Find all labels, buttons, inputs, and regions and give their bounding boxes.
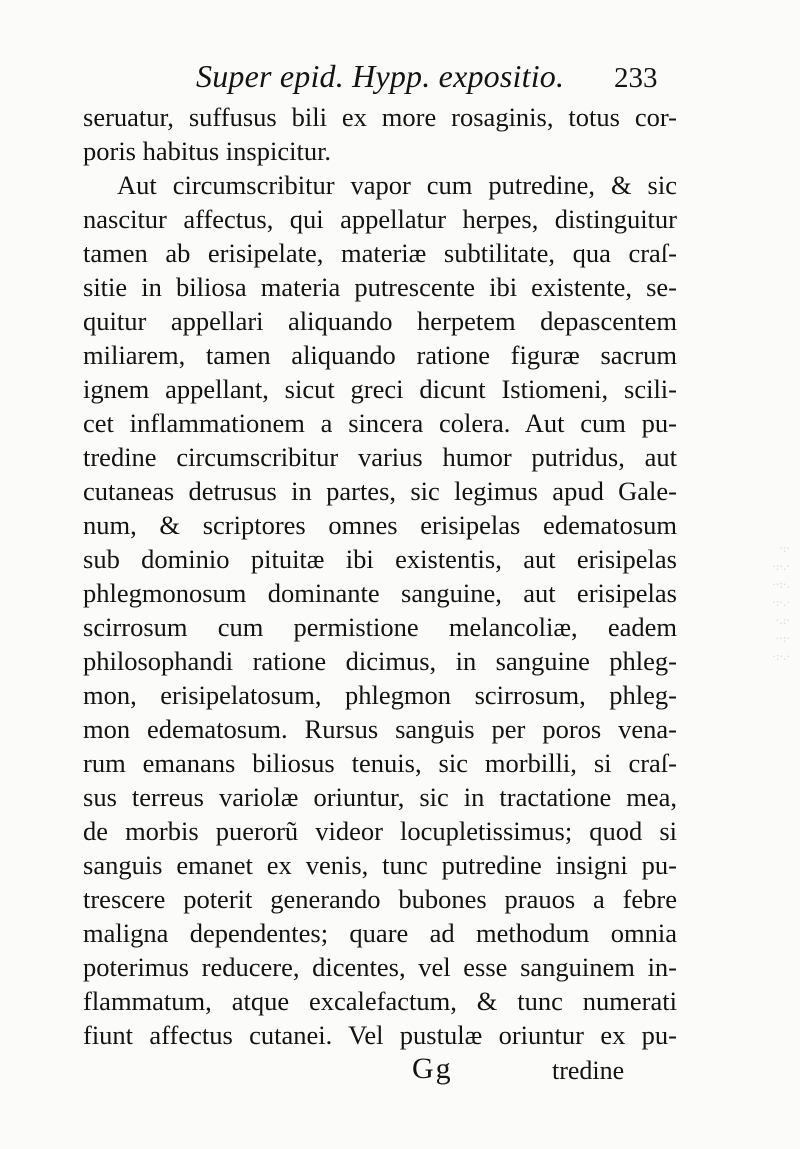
page-number: 233 — [614, 62, 658, 94]
text-line: scirrosum cum permistione melancoliæ, eadem — [83, 612, 677, 642]
text-line: Aut circumscribitur vapor cum putredine, & sic — [117, 170, 677, 200]
show-through-text: ·:· ·:·.· ··:·. ·:·.· ·.:· ··:· ·:·.· — [772, 542, 790, 663]
text-line: trescere poterit generando bubones prauos a febre — [83, 884, 677, 914]
text-line: tredine circumscribitur varius humor putridus, aut — [83, 442, 677, 472]
text-line: poris habitus inspicitur. — [83, 136, 332, 166]
text-line: de morbis puerorũ videor locupletissimus; quod si — [83, 816, 677, 846]
text-line: sitie in biliosa materia putrescente ibi existente, se- — [83, 272, 677, 302]
text-line: maligna dependentes; quare ad methodum omnia — [83, 918, 677, 948]
text-line: sanguis emanet ex venis, tunc putredine insigni pu- — [83, 850, 677, 880]
text-line: ignem appellant, sicut greci dicunt Istiomeni, scili- — [83, 374, 677, 404]
text-line: cet inflammationem a sincera colera. Aut cum pu- — [83, 408, 677, 438]
text-line: miliarem, tamen aliquando ratione figuræ sacrum — [83, 340, 677, 370]
text-line: phlegmonosum dominante sanguine, aut erisipelas — [83, 578, 677, 608]
text-line: flammatum, atque excalefactum, & tunc numerati — [83, 986, 677, 1016]
running-title: Super epid. Hypp. expositio. — [196, 58, 565, 94]
text-line: tamen ab erisipelate, materiæ subtilitate, qua craſ- — [83, 238, 677, 268]
text-line: fiunt affectus cutanei. Vel pustulæ oriuntur ex pu- — [83, 1020, 677, 1050]
text-line: philosophandi ratione dicimus, in sanguine phleg- — [83, 646, 677, 676]
text-line: poterimus reducere, dicentes, vel esse sanguinem in- — [83, 952, 677, 982]
catchword: tredine — [552, 1056, 625, 1085]
signature-mark: Gg — [412, 1052, 453, 1085]
text-line: quitur appellari aliquando herpetem depascentem — [83, 306, 677, 336]
text-line: rum emanans biliosus tenuis, sic morbilli, si craſ- — [83, 748, 677, 778]
text-line: sub dominio pituitæ ibi existentis, aut erisipelas — [83, 544, 677, 574]
text-line: mon edematosum. Rursus sanguis per poros vena- — [83, 714, 677, 744]
page-footer — [0, 1052, 800, 1092]
text-line: mon, erisipelatosum, phlegmon scirrosum, phleg- — [83, 680, 677, 710]
text-line: num, & scriptores omnes erisipelas edematosum — [83, 510, 677, 540]
page-header — [0, 56, 800, 96]
text-line: nascitur affectus, qui appellatur herpes, distinguitur — [83, 204, 677, 234]
text-line: cutaneas detrusus in partes, sic legimus apud Gale- — [83, 476, 677, 506]
text-line: sus terreus variolæ oriuntur, sic in tractatione mea, — [83, 782, 677, 812]
text-line: seruatur, suffusus bili ex more rosaginis, totus cor- — [83, 102, 677, 132]
